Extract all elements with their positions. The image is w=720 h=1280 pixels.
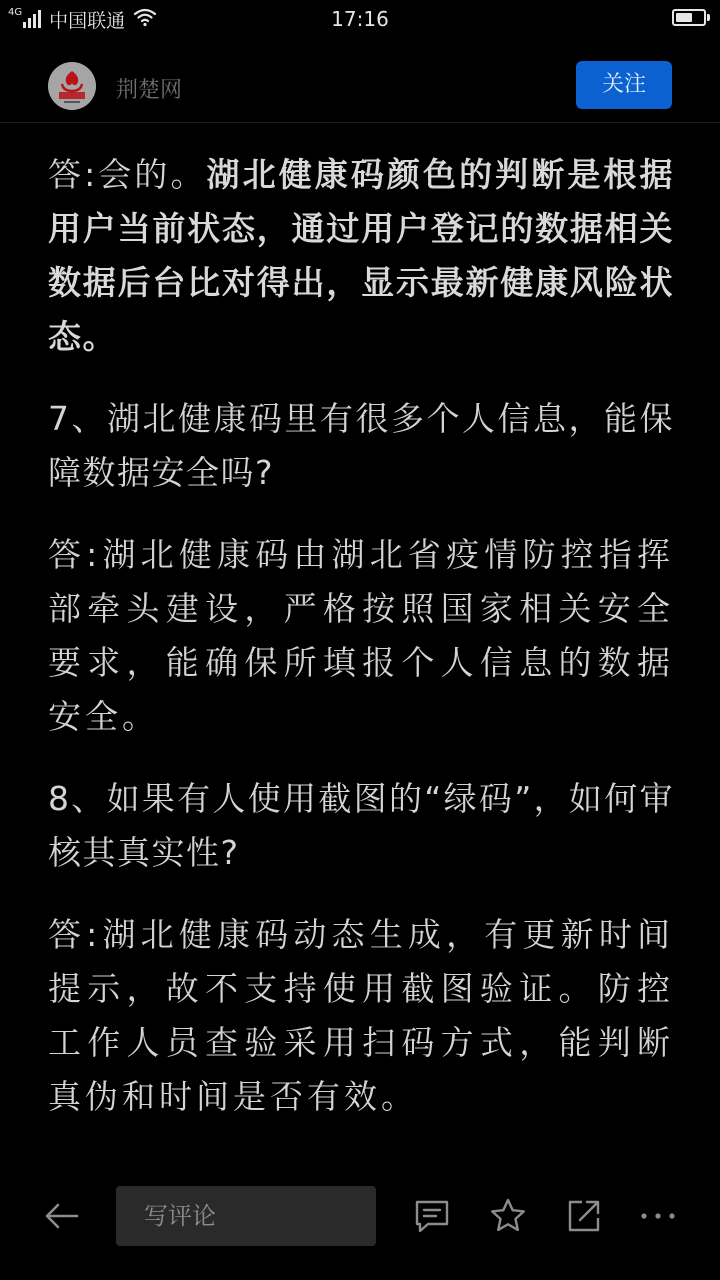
follow-button[interactable]: 关注 bbox=[576, 61, 672, 109]
article-body bbox=[48, 148, 674, 1152]
source-name[interactable]: 荆楚网 bbox=[116, 78, 183, 103]
source-avatar[interactable] bbox=[48, 62, 96, 110]
more-icon[interactable] bbox=[638, 1196, 678, 1236]
battery-level bbox=[676, 13, 692, 22]
share-icon[interactable] bbox=[564, 1196, 604, 1236]
star-icon[interactable] bbox=[488, 1196, 528, 1236]
write-comment-input[interactable]: 写评论 bbox=[116, 1186, 376, 1246]
status-time: 17:16 bbox=[331, 7, 389, 31]
network-type: 4G bbox=[8, 6, 23, 18]
status-bar bbox=[0, 0, 720, 40]
back-arrow-icon[interactable] bbox=[42, 1196, 82, 1236]
source-logo-icon bbox=[48, 62, 96, 110]
answer-paragraph bbox=[48, 148, 674, 364]
battery-icon bbox=[672, 9, 706, 26]
article-header bbox=[0, 48, 720, 123]
question-7: 7、湖北健康码里有很多个人信息，能保障数据安全吗? bbox=[48, 399, 674, 492]
comment-icon[interactable] bbox=[412, 1196, 452, 1236]
answer-8: 答:湖北健康码动态生成，有更新时间提示，故不支持使用截图验证。防控工作人员查验采用扫码方式，能判断真伪和时间是否有效。 bbox=[48, 915, 674, 1116]
question-8: 8、如果有人使用截图的“绿码”，如何审核其真实性? bbox=[48, 779, 674, 872]
bottom-toolbar bbox=[0, 1170, 720, 1270]
carrier-name: 中国联通 bbox=[49, 9, 126, 32]
answer-7: 答:湖北健康码由湖北省疫情防控指挥部牵头建设，严格按照国家相关安全要求，能确保所填报个人信息的数据安全。 bbox=[48, 535, 674, 736]
answer-bold-text: 湖北健康码颜色的判断是根据用户当前状态，通过用户登记的数据相关数据后台比对得出，显示最新健康风险状态。 bbox=[48, 155, 675, 356]
answer-prefix: 答:会的。 bbox=[48, 155, 207, 194]
